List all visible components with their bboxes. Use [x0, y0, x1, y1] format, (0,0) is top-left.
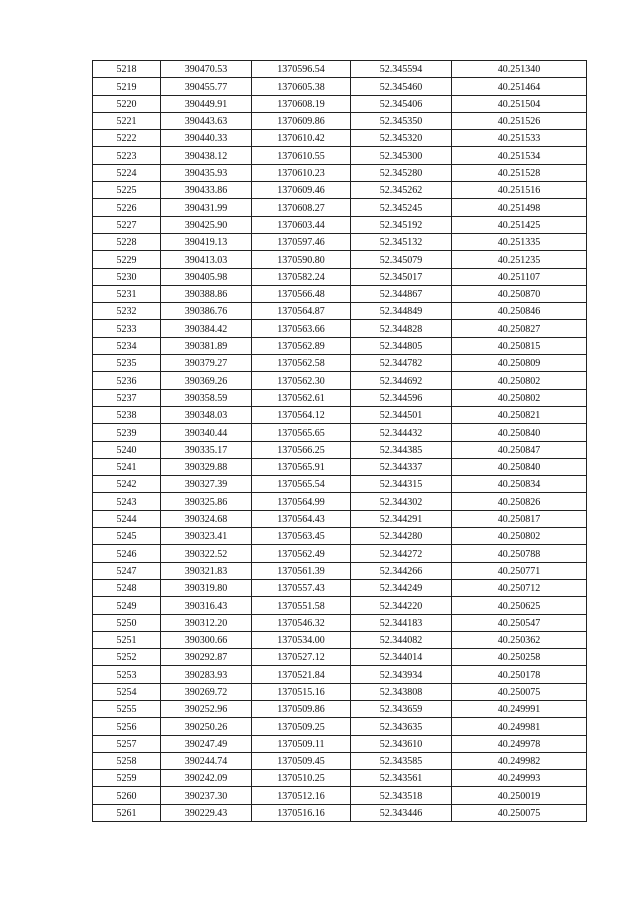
y-coordinate-cell: 1370610.42: [252, 130, 351, 147]
y-coordinate-cell: 1370566.48: [252, 285, 351, 302]
latitude-cell: 40.251516: [452, 182, 587, 199]
x-coordinate-cell: 390455.77: [161, 78, 252, 95]
latitude-cell: 40.249978: [452, 735, 587, 752]
y-coordinate-cell: 1370527.12: [252, 649, 351, 666]
longitude-cell: 52.343659: [351, 700, 452, 717]
x-coordinate-cell: 390269.72: [161, 683, 252, 700]
y-coordinate-cell: 1370546.32: [252, 614, 351, 631]
y-coordinate-cell: 1370563.66: [252, 320, 351, 337]
latitude-cell: 40.250821: [452, 406, 587, 423]
point-number-cell: 5260: [93, 787, 161, 804]
longitude-cell: 52.344249: [351, 579, 452, 596]
latitude-cell: 40.250362: [452, 631, 587, 648]
longitude-cell: 52.345300: [351, 147, 452, 164]
longitude-cell: 52.343934: [351, 666, 452, 683]
point-number-cell: 5259: [93, 770, 161, 787]
longitude-cell: 52.344302: [351, 493, 452, 510]
longitude-cell: 52.345406: [351, 95, 452, 112]
x-coordinate-cell: 390327.39: [161, 476, 252, 493]
latitude-cell: 40.249993: [452, 770, 587, 787]
table-row: [93, 735, 587, 752]
x-coordinate-cell: 390324.68: [161, 510, 252, 527]
point-number-cell: 5248: [93, 579, 161, 596]
table-row: [93, 510, 587, 527]
latitude-cell: 40.251534: [452, 147, 587, 164]
table-row: [93, 147, 587, 164]
y-coordinate-cell: 1370551.58: [252, 597, 351, 614]
longitude-cell: 52.344291: [351, 510, 452, 527]
point-number-cell: 5254: [93, 683, 161, 700]
y-coordinate-cell: 1370563.45: [252, 528, 351, 545]
point-number-cell: 5234: [93, 337, 161, 354]
point-number-cell: 5221: [93, 112, 161, 129]
latitude-cell: 40.251504: [452, 95, 587, 112]
table-row: [93, 406, 587, 423]
y-coordinate-cell: 1370534.00: [252, 631, 351, 648]
latitude-cell: 40.251340: [452, 61, 587, 78]
y-coordinate-cell: 1370564.12: [252, 406, 351, 423]
point-number-cell: 5225: [93, 182, 161, 199]
latitude-cell: 40.250788: [452, 545, 587, 562]
point-number-cell: 5246: [93, 545, 161, 562]
table-row: [93, 804, 587, 821]
x-coordinate-cell: 390283.93: [161, 666, 252, 683]
latitude-cell: 40.250712: [452, 579, 587, 596]
table-row: [93, 562, 587, 579]
x-coordinate-cell: 390348.03: [161, 406, 252, 423]
latitude-cell: 40.251533: [452, 130, 587, 147]
longitude-cell: 52.344782: [351, 355, 452, 372]
y-coordinate-cell: 1370608.19: [252, 95, 351, 112]
table-row: [93, 216, 587, 233]
x-coordinate-cell: 390322.52: [161, 545, 252, 562]
x-coordinate-cell: 390292.87: [161, 649, 252, 666]
longitude-cell: 52.345192: [351, 216, 452, 233]
x-coordinate-cell: 390369.26: [161, 372, 252, 389]
longitude-cell: 52.344867: [351, 285, 452, 302]
y-coordinate-cell: 1370605.38: [252, 78, 351, 95]
table-row: [93, 631, 587, 648]
point-number-cell: 5252: [93, 649, 161, 666]
x-coordinate-cell: 390449.91: [161, 95, 252, 112]
point-number-cell: 5258: [93, 752, 161, 769]
longitude-cell: 52.345245: [351, 199, 452, 216]
x-coordinate-cell: 390384.42: [161, 320, 252, 337]
y-coordinate-cell: 1370557.43: [252, 579, 351, 596]
longitude-cell: 52.344014: [351, 649, 452, 666]
y-coordinate-cell: 1370561.39: [252, 562, 351, 579]
latitude-cell: 40.250827: [452, 320, 587, 337]
table-row: [93, 251, 587, 268]
point-number-cell: 5251: [93, 631, 161, 648]
latitude-cell: 40.249981: [452, 718, 587, 735]
point-number-cell: 5240: [93, 441, 161, 458]
y-coordinate-cell: 1370509.45: [252, 752, 351, 769]
y-coordinate-cell: 1370610.23: [252, 164, 351, 181]
table-row: [93, 683, 587, 700]
y-coordinate-cell: 1370590.80: [252, 251, 351, 268]
longitude-cell: 52.343585: [351, 752, 452, 769]
table-row: [93, 579, 587, 596]
longitude-cell: 52.345320: [351, 130, 452, 147]
point-number-cell: 5232: [93, 303, 161, 320]
latitude-cell: 40.249982: [452, 752, 587, 769]
longitude-cell: 52.344805: [351, 337, 452, 354]
x-coordinate-cell: 390229.43: [161, 804, 252, 821]
longitude-cell: 52.344315: [351, 476, 452, 493]
latitude-cell: 40.251425: [452, 216, 587, 233]
table-row: [93, 666, 587, 683]
latitude-cell: 40.250075: [452, 804, 587, 821]
point-number-cell: 5255: [93, 700, 161, 717]
y-coordinate-cell: 1370565.54: [252, 476, 351, 493]
x-coordinate-cell: 390386.76: [161, 303, 252, 320]
x-coordinate-cell: 390388.86: [161, 285, 252, 302]
x-coordinate-cell: 390250.26: [161, 718, 252, 735]
longitude-cell: 52.343446: [351, 804, 452, 821]
point-number-cell: 5253: [93, 666, 161, 683]
point-number-cell: 5228: [93, 233, 161, 250]
point-number-cell: 5249: [93, 597, 161, 614]
y-coordinate-cell: 1370609.86: [252, 112, 351, 129]
longitude-cell: 52.345132: [351, 233, 452, 250]
y-coordinate-cell: 1370509.86: [252, 700, 351, 717]
point-number-cell: 5223: [93, 147, 161, 164]
x-coordinate-cell: 390316.43: [161, 597, 252, 614]
point-number-cell: 5220: [93, 95, 161, 112]
y-coordinate-cell: 1370564.43: [252, 510, 351, 527]
y-coordinate-cell: 1370562.30: [252, 372, 351, 389]
latitude-cell: 40.250802: [452, 528, 587, 545]
table-row: [93, 61, 587, 78]
x-coordinate-cell: 390470.53: [161, 61, 252, 78]
x-coordinate-cell: 390323.41: [161, 528, 252, 545]
latitude-cell: 40.250802: [452, 372, 587, 389]
table-row: [93, 458, 587, 475]
point-number-cell: 5261: [93, 804, 161, 821]
y-coordinate-cell: 1370597.46: [252, 233, 351, 250]
latitude-cell: 40.251235: [452, 251, 587, 268]
latitude-cell: 40.250771: [452, 562, 587, 579]
x-coordinate-cell: 390335.17: [161, 441, 252, 458]
y-coordinate-cell: 1370596.54: [252, 61, 351, 78]
table-row: [93, 285, 587, 302]
latitude-cell: 40.250075: [452, 683, 587, 700]
longitude-cell: 52.345262: [351, 182, 452, 199]
table-row: [93, 164, 587, 181]
y-coordinate-cell: 1370515.16: [252, 683, 351, 700]
latitude-cell: 40.249991: [452, 700, 587, 717]
longitude-cell: 52.345017: [351, 268, 452, 285]
longitude-cell: 52.343518: [351, 787, 452, 804]
table-row: [93, 303, 587, 320]
latitude-cell: 40.250547: [452, 614, 587, 631]
point-number-cell: 5239: [93, 424, 161, 441]
latitude-cell: 40.250826: [452, 493, 587, 510]
y-coordinate-cell: 1370510.25: [252, 770, 351, 787]
latitude-cell: 40.250178: [452, 666, 587, 683]
longitude-cell: 52.343561: [351, 770, 452, 787]
y-coordinate-cell: 1370562.61: [252, 389, 351, 406]
latitude-cell: 40.250846: [452, 303, 587, 320]
y-coordinate-cell: 1370603.44: [252, 216, 351, 233]
longitude-cell: 52.344501: [351, 406, 452, 423]
longitude-cell: 52.345460: [351, 78, 452, 95]
table-row: [93, 268, 587, 285]
y-coordinate-cell: 1370610.55: [252, 147, 351, 164]
point-number-cell: 5245: [93, 528, 161, 545]
table-row: [93, 112, 587, 129]
longitude-cell: 52.344183: [351, 614, 452, 631]
x-coordinate-cell: 390438.12: [161, 147, 252, 164]
latitude-cell: 40.251526: [452, 112, 587, 129]
x-coordinate-cell: 390440.33: [161, 130, 252, 147]
point-number-cell: 5219: [93, 78, 161, 95]
latitude-cell: 40.250840: [452, 458, 587, 475]
x-coordinate-cell: 390435.93: [161, 164, 252, 181]
table-row: [93, 614, 587, 631]
table-row: [93, 700, 587, 717]
longitude-cell: 52.344220: [351, 597, 452, 614]
x-coordinate-cell: 390319.80: [161, 579, 252, 596]
longitude-cell: 52.344828: [351, 320, 452, 337]
x-coordinate-cell: 390413.03: [161, 251, 252, 268]
point-number-cell: 5250: [93, 614, 161, 631]
latitude-cell: 40.250809: [452, 355, 587, 372]
table-row: [93, 441, 587, 458]
longitude-cell: 52.344692: [351, 372, 452, 389]
longitude-cell: 52.344385: [351, 441, 452, 458]
table-row: [93, 770, 587, 787]
table-row: [93, 182, 587, 199]
y-coordinate-cell: 1370562.49: [252, 545, 351, 562]
point-number-cell: 5226: [93, 199, 161, 216]
table-row: [93, 320, 587, 337]
table-row: [93, 355, 587, 372]
coordinates-table-body: [93, 61, 587, 822]
point-number-cell: 5231: [93, 285, 161, 302]
longitude-cell: 52.344280: [351, 528, 452, 545]
point-number-cell: 5230: [93, 268, 161, 285]
latitude-cell: 40.250625: [452, 597, 587, 614]
latitude-cell: 40.250817: [452, 510, 587, 527]
y-coordinate-cell: 1370565.91: [252, 458, 351, 475]
x-coordinate-cell: 390431.99: [161, 199, 252, 216]
point-number-cell: 5233: [93, 320, 161, 337]
point-number-cell: 5242: [93, 476, 161, 493]
point-number-cell: 5243: [93, 493, 161, 510]
point-number-cell: 5238: [93, 406, 161, 423]
x-coordinate-cell: 390358.59: [161, 389, 252, 406]
x-coordinate-cell: 390325.86: [161, 493, 252, 510]
table-row: [93, 95, 587, 112]
longitude-cell: 52.344082: [351, 631, 452, 648]
longitude-cell: 52.344849: [351, 303, 452, 320]
y-coordinate-cell: 1370509.11: [252, 735, 351, 752]
table-row: [93, 545, 587, 562]
table-row: [93, 233, 587, 250]
y-coordinate-cell: 1370516.16: [252, 804, 351, 821]
coordinates-table: [92, 60, 587, 822]
y-coordinate-cell: 1370562.89: [252, 337, 351, 354]
point-number-cell: 5218: [93, 61, 161, 78]
longitude-cell: 52.345079: [351, 251, 452, 268]
point-number-cell: 5222: [93, 130, 161, 147]
point-number-cell: 5224: [93, 164, 161, 181]
point-number-cell: 5237: [93, 389, 161, 406]
latitude-cell: 40.251498: [452, 199, 587, 216]
point-number-cell: 5257: [93, 735, 161, 752]
latitude-cell: 40.250258: [452, 649, 587, 666]
x-coordinate-cell: 390405.98: [161, 268, 252, 285]
point-number-cell: 5247: [93, 562, 161, 579]
point-number-cell: 5227: [93, 216, 161, 233]
y-coordinate-cell: 1370512.16: [252, 787, 351, 804]
x-coordinate-cell: 390300.66: [161, 631, 252, 648]
y-coordinate-cell: 1370509.25: [252, 718, 351, 735]
table-row: [93, 476, 587, 493]
latitude-cell: 40.250815: [452, 337, 587, 354]
y-coordinate-cell: 1370609.46: [252, 182, 351, 199]
table-row: [93, 372, 587, 389]
longitude-cell: 52.344596: [351, 389, 452, 406]
x-coordinate-cell: 390381.89: [161, 337, 252, 354]
x-coordinate-cell: 390379.27: [161, 355, 252, 372]
table-row: [93, 199, 587, 216]
latitude-cell: 40.250847: [452, 441, 587, 458]
latitude-cell: 40.250802: [452, 389, 587, 406]
longitude-cell: 52.344432: [351, 424, 452, 441]
y-coordinate-cell: 1370565.65: [252, 424, 351, 441]
x-coordinate-cell: 390340.44: [161, 424, 252, 441]
longitude-cell: 52.345350: [351, 112, 452, 129]
x-coordinate-cell: 390312.20: [161, 614, 252, 631]
longitude-cell: 52.343610: [351, 735, 452, 752]
table-row: [93, 78, 587, 95]
y-coordinate-cell: 1370608.27: [252, 199, 351, 216]
x-coordinate-cell: 390237.30: [161, 787, 252, 804]
x-coordinate-cell: 390443.63: [161, 112, 252, 129]
latitude-cell: 40.251335: [452, 233, 587, 250]
x-coordinate-cell: 390433.86: [161, 182, 252, 199]
longitude-cell: 52.343808: [351, 683, 452, 700]
y-coordinate-cell: 1370521.84: [252, 666, 351, 683]
latitude-cell: 40.251107: [452, 268, 587, 285]
y-coordinate-cell: 1370566.25: [252, 441, 351, 458]
y-coordinate-cell: 1370562.58: [252, 355, 351, 372]
table-row: [93, 718, 587, 735]
point-number-cell: 5229: [93, 251, 161, 268]
latitude-cell: 40.250870: [452, 285, 587, 302]
y-coordinate-cell: 1370564.99: [252, 493, 351, 510]
point-number-cell: 5244: [93, 510, 161, 527]
x-coordinate-cell: 390425.90: [161, 216, 252, 233]
table-row: [93, 649, 587, 666]
x-coordinate-cell: 390329.88: [161, 458, 252, 475]
longitude-cell: 52.344272: [351, 545, 452, 562]
point-number-cell: 5241: [93, 458, 161, 475]
latitude-cell: 40.250019: [452, 787, 587, 804]
x-coordinate-cell: 390247.49: [161, 735, 252, 752]
x-coordinate-cell: 390321.83: [161, 562, 252, 579]
point-number-cell: 5236: [93, 372, 161, 389]
x-coordinate-cell: 390252.96: [161, 700, 252, 717]
x-coordinate-cell: 390242.09: [161, 770, 252, 787]
table-row: [93, 493, 587, 510]
table-row: [93, 787, 587, 804]
table-row: [93, 528, 587, 545]
x-coordinate-cell: 390419.13: [161, 233, 252, 250]
point-number-cell: 5235: [93, 355, 161, 372]
table-row: [93, 424, 587, 441]
table-row: [93, 597, 587, 614]
longitude-cell: 52.343635: [351, 718, 452, 735]
table-row: [93, 337, 587, 354]
table-row: [93, 389, 587, 406]
x-coordinate-cell: 390244.74: [161, 752, 252, 769]
table-row: [93, 130, 587, 147]
longitude-cell: 52.345594: [351, 61, 452, 78]
longitude-cell: 52.344337: [351, 458, 452, 475]
latitude-cell: 40.250840: [452, 424, 587, 441]
latitude-cell: 40.250834: [452, 476, 587, 493]
longitude-cell: 52.345280: [351, 164, 452, 181]
point-number-cell: 5256: [93, 718, 161, 735]
table-row: [93, 752, 587, 769]
y-coordinate-cell: 1370564.87: [252, 303, 351, 320]
y-coordinate-cell: 1370582.24: [252, 268, 351, 285]
latitude-cell: 40.251528: [452, 164, 587, 181]
latitude-cell: 40.251464: [452, 78, 587, 95]
longitude-cell: 52.344266: [351, 562, 452, 579]
